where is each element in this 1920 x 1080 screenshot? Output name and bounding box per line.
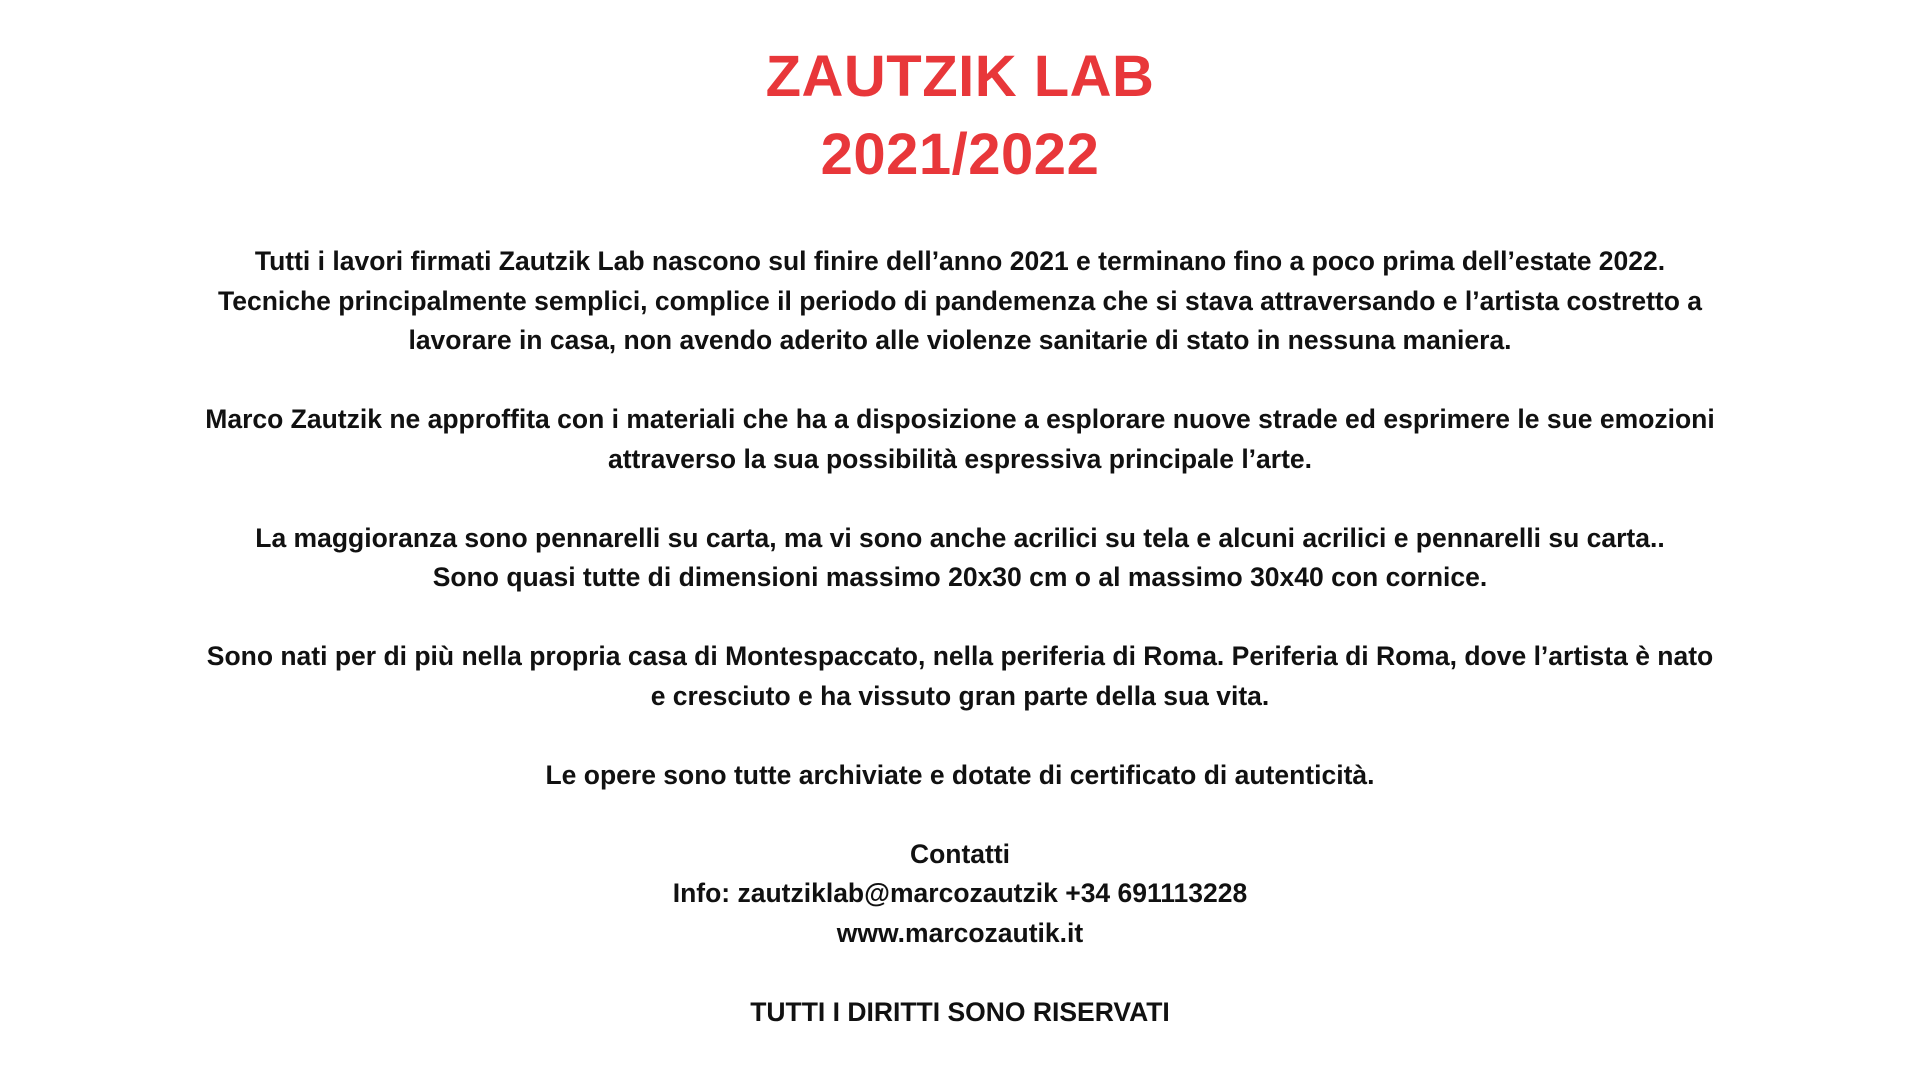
paragraph-line: Marco Zautzik ne approffita con i materiali che ha a disposizione a esplorare nuove strade ed esprimere le sue emozioni xyxy=(205,404,1715,434)
paragraph-line: Le opere sono tutte archiviate e dotate di certificato di autenticità. xyxy=(545,759,1375,790)
page-title: ZAUTZIK LAB xyxy=(765,44,1155,109)
paragraph-line: La maggioranza sono pennarelli su carta, ma vi sono anche acrilici su tela e alcuni acrilici e pennarelli su carta.. xyxy=(255,522,1665,553)
paragraph-line: Sono quasi tutte di dimensioni massimo 20x30 cm o al massimo 30x40 con cornice. xyxy=(432,562,1488,592)
paragraph-line: e cresciuto e ha vissuto gran parte della sua vita. xyxy=(650,680,1270,711)
paragraph-origin xyxy=(100,637,1820,716)
header xyxy=(0,38,1920,194)
paragraph-line: Tutti i lavori firmati Zautzik Lab nascono sul finire dell’anno 2021 e terminano fino a poco prima dell’estate 2022. xyxy=(254,246,1666,276)
website-link: www.marcozautik.it xyxy=(836,917,1084,948)
paragraph-line: lavorare in casa, non avendo aderito alle violenze sanitarie di stato in nessuna maniera. xyxy=(408,325,1512,355)
paragraph-artist xyxy=(100,400,1820,479)
page-subtitle-years: 2021/2022 xyxy=(820,122,1100,187)
paragraph-line: Sono nati per di più nella propria casa di Montespaccato, nella periferia di Roma. Periferia di Roma, dove l’artista è nato xyxy=(206,641,1714,671)
contacts-section xyxy=(100,835,1820,954)
footer xyxy=(100,993,1820,1033)
rights-notice: TUTTI I DIRITTI SONO RISERVATI xyxy=(750,996,1170,1027)
paragraph-intro xyxy=(100,242,1820,361)
body-text xyxy=(100,242,1820,1032)
paragraph-line: Tecniche principalmente semplici, complice il periodo di pandemenza che si stava attraversando e l’artista costretto a xyxy=(218,285,1702,316)
paragraph-line: attraverso la sua possibilità espressiva principale l’arte. xyxy=(607,443,1313,474)
contacts-heading: Contatti xyxy=(909,838,1011,869)
contact-info: Info: zautziklab@marcozautzik +34 691113228 xyxy=(672,878,1248,908)
paragraph-certificate xyxy=(100,756,1820,796)
paragraph-materials xyxy=(100,519,1820,598)
